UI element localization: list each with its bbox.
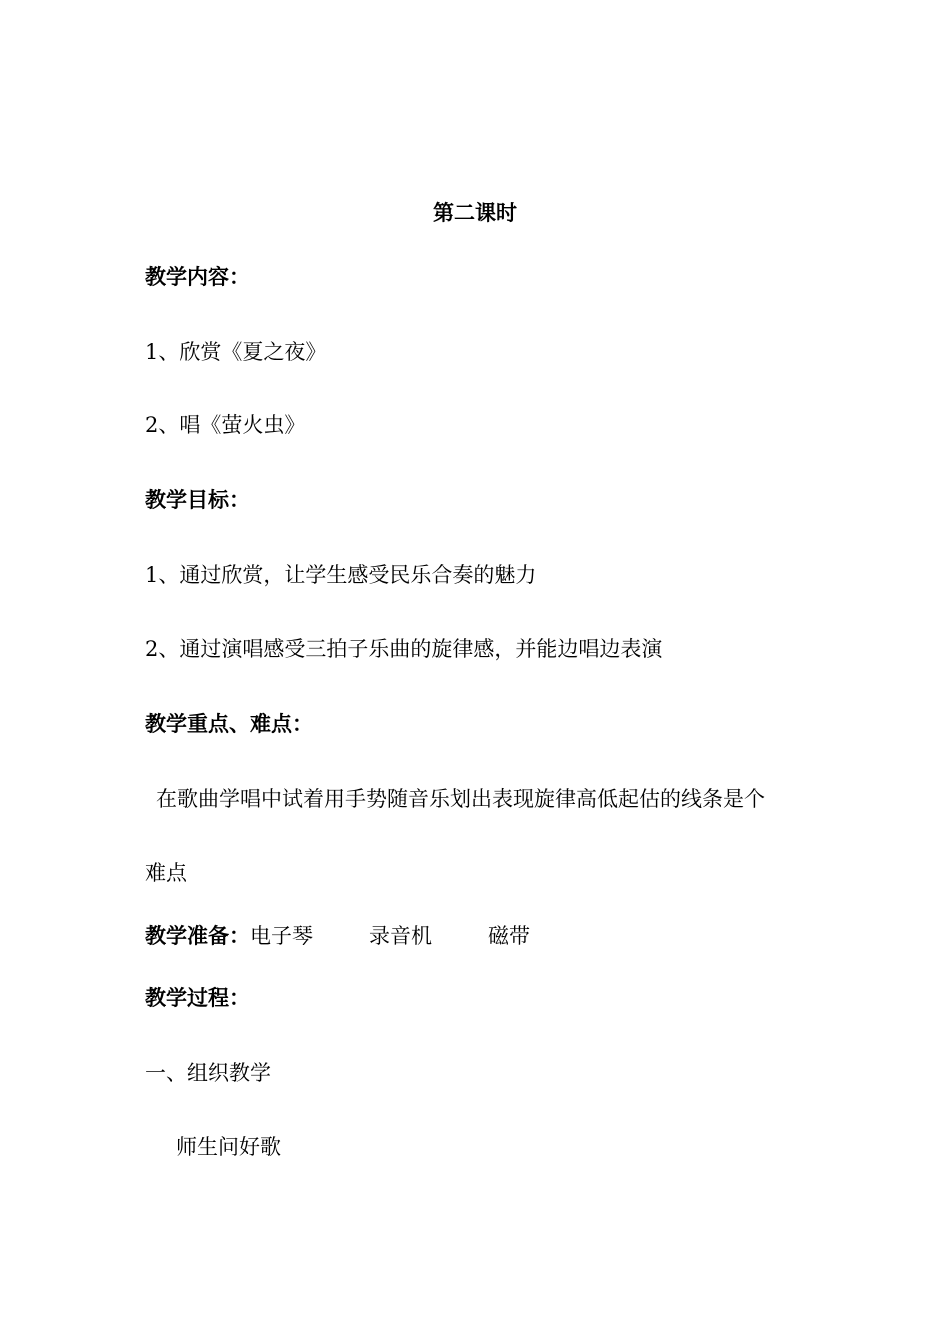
prep-item-2: 录音机: [369, 924, 432, 948]
content-heading: 教学内容：: [145, 265, 250, 289]
process-step-1-detail: 师生问好歌: [176, 1135, 281, 1159]
prep-item-3: 磁带: [488, 924, 530, 948]
prep-heading: 教学准备：: [145, 924, 250, 948]
goals-item-2: 2、通过演唱感受三拍子乐曲的旋律感，并能边唱边表演: [145, 637, 663, 661]
content-item-2: 2、唱《萤火虫》: [145, 413, 306, 437]
prep-line: [145, 922, 530, 950]
process-step-1: 一、组织教学: [145, 1061, 271, 1085]
prep-item-1: 电子琴: [250, 924, 313, 948]
process-heading: 教学过程：: [145, 986, 250, 1010]
content-item-1: 1、欣赏《夏之夜》: [145, 340, 327, 364]
keypoints-text-line2: 难点: [145, 861, 187, 885]
keypoints-text-line1: 在歌曲学唱中试着用手势随音乐划出表现旋律高低起估的线条是个: [156, 787, 765, 811]
goals-item-1: 1、通过欣赏，让学生感受民乐合奏的魅力: [145, 563, 537, 587]
lesson-title: 第二课时: [433, 201, 517, 225]
goals-heading: 教学目标：: [145, 488, 250, 512]
keypoints-heading: 教学重点、难点：: [145, 712, 313, 736]
